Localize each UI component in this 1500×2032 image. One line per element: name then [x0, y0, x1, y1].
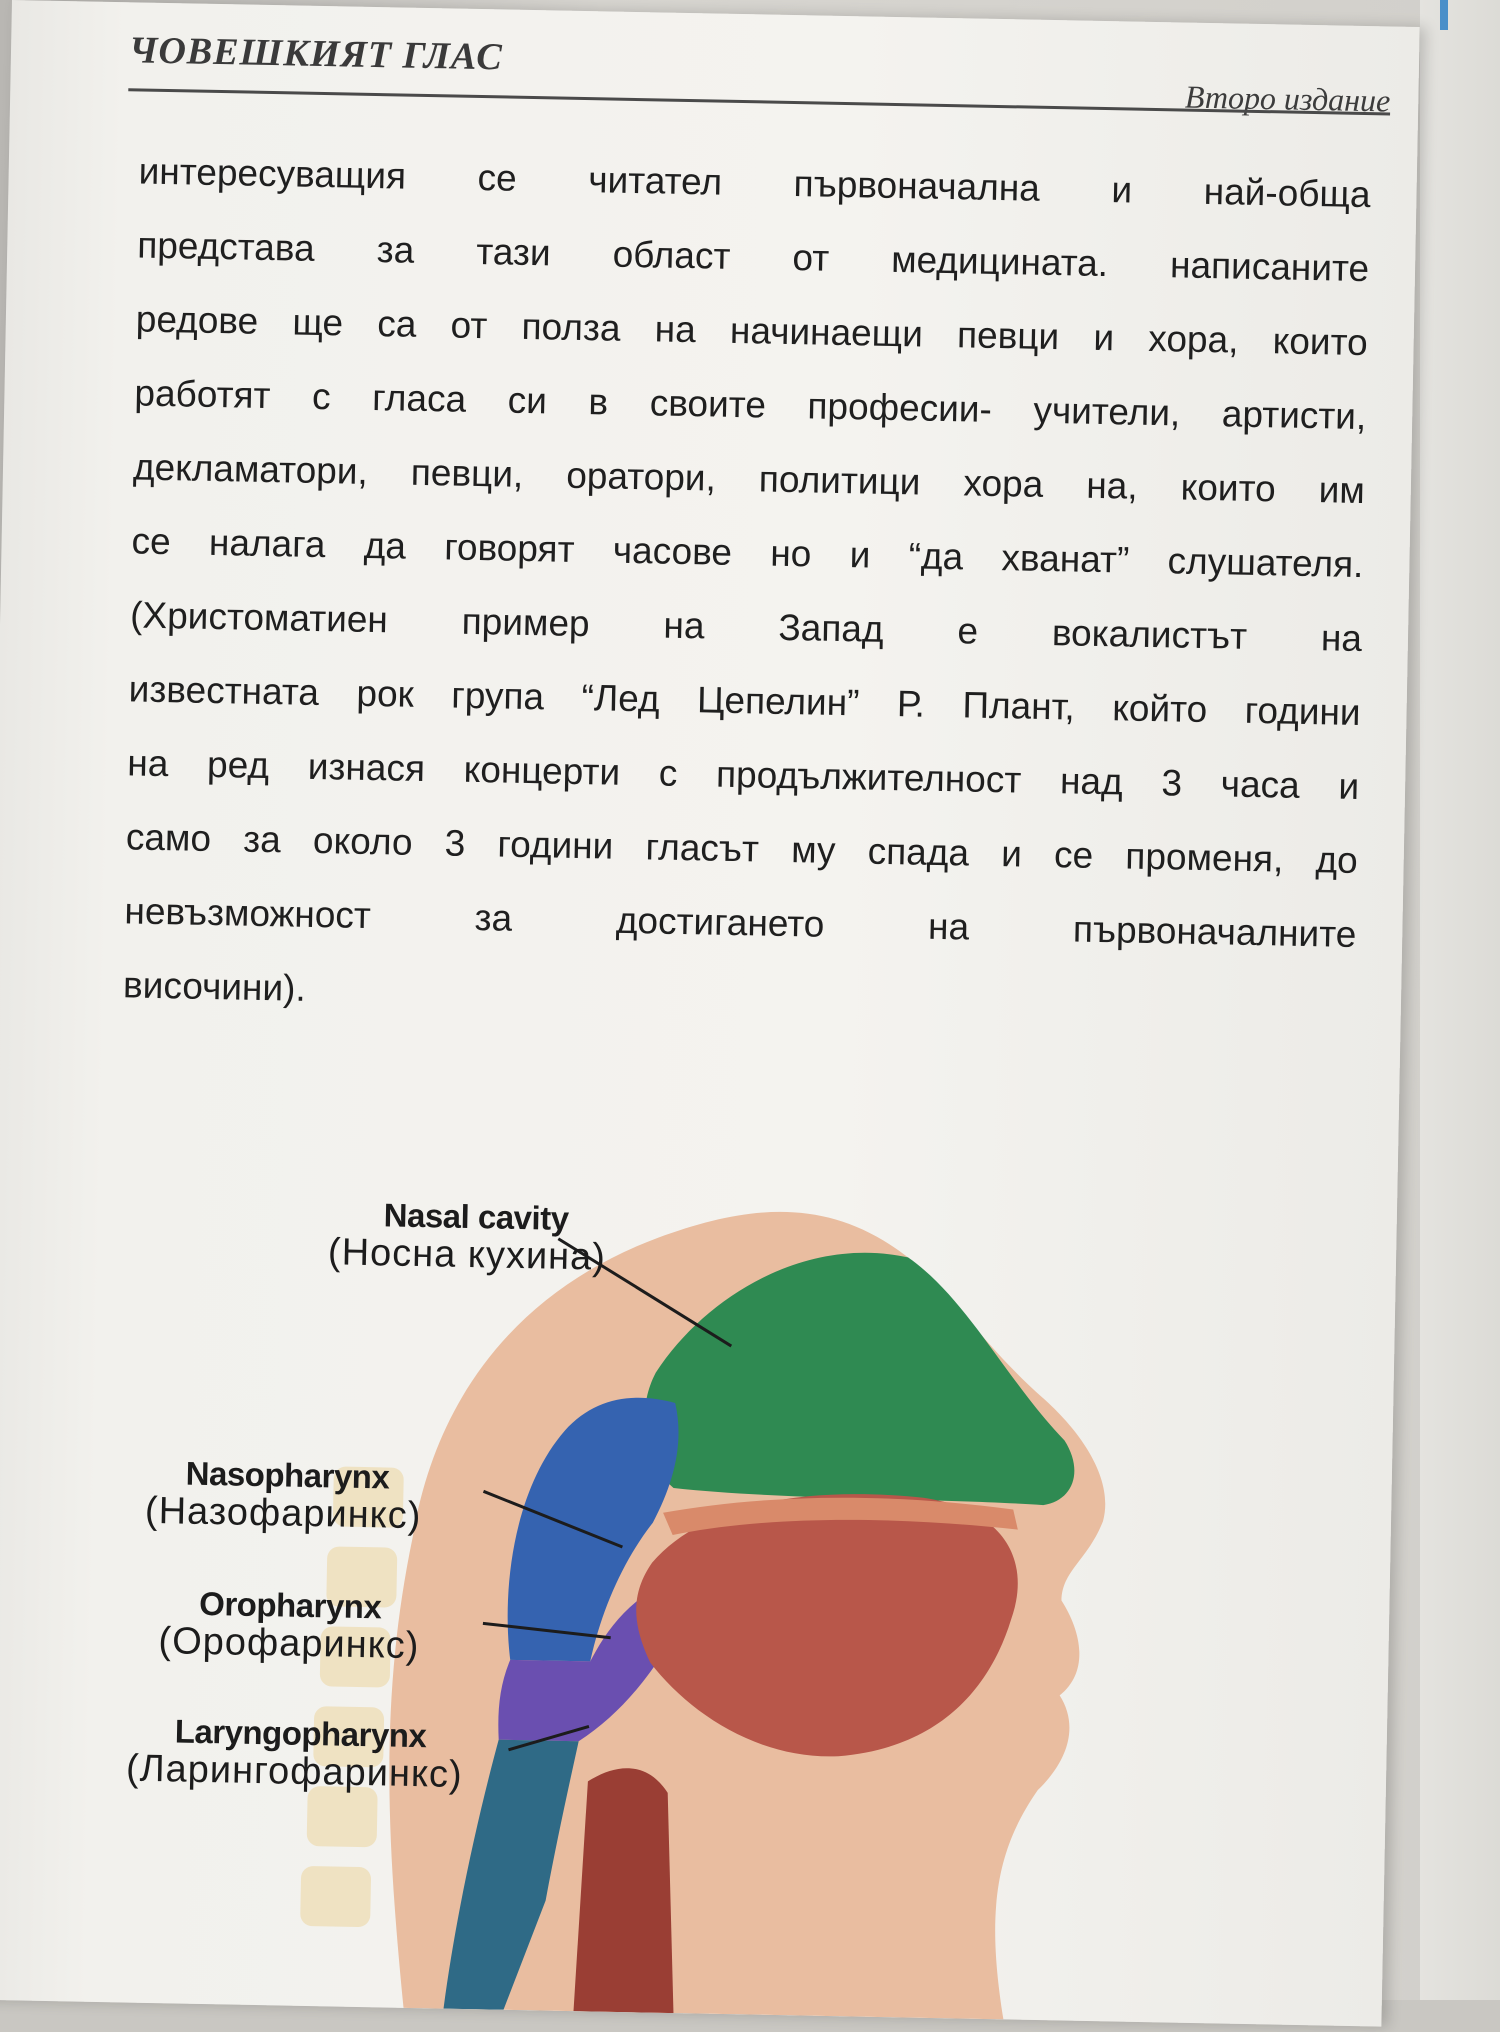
label-en: Oropharynx: [198, 1584, 382, 1626]
text-line: височини).: [122, 964, 307, 1009]
edition-label: Второ издание: [1184, 78, 1391, 119]
larynx-trachea: [573, 1767, 678, 2013]
book-title: ЧОВЕШКИЯТ ГЛАС: [128, 29, 504, 79]
text-line: интересуващия се читател първоначална и най-обща: [138, 150, 1371, 216]
label-en: Nasal cavity: [383, 1196, 569, 1237]
text-line: работят с гласа си в своите професии- учители, артисти,: [134, 372, 1367, 438]
body-paragraph: [122, 134, 1371, 1045]
label-en: Laryngopharynx: [174, 1712, 427, 1755]
label-bg: (Назофаринкс): [144, 1490, 422, 1538]
text-line: на ред изнася концерти с продължителност над 3 часа и: [126, 742, 1360, 808]
text-line: невъзможност за достигането на първоначалните: [124, 890, 1357, 955]
label-bg: (Орофаринкс): [158, 1620, 420, 1668]
text-line: се налага да говорят часове но и “да хванат” слушателя.: [131, 520, 1364, 586]
label-oropharynx: [158, 1585, 420, 1668]
text-line: представа за тази област от медицината. написаните: [136, 224, 1370, 290]
bookmark-tab: [1440, 0, 1448, 30]
label-bg: (Ларингофаринкс): [125, 1747, 464, 1797]
label-nasal-cavity: [328, 1196, 607, 1279]
label-en: Nasopharynx: [185, 1454, 390, 1496]
text-line: (Христоматиен пример на Запад е вокалистът на: [129, 594, 1363, 660]
text-line: известната рок група “Лед Цепелин” Р. Плант, който години: [128, 668, 1361, 734]
text-line: редове ще са от полза на начинаещи певци и хора, които: [135, 298, 1369, 364]
next-page-edge: [1420, 0, 1500, 2000]
text-line: само за около 3 години гласът му спада и се променя, до: [125, 816, 1359, 881]
running-header: [128, 28, 1392, 148]
text-line: декламатори, певци, оратори, политици хора на, които им: [132, 446, 1366, 512]
label-laryngopharynx: [126, 1713, 464, 1798]
label-nasopharynx: [145, 1455, 423, 1538]
label-bg: (Носна кухина): [327, 1231, 607, 1279]
pharynx-anatomy-figure: [125, 1134, 1340, 2026]
vertebra: [300, 1866, 371, 1927]
